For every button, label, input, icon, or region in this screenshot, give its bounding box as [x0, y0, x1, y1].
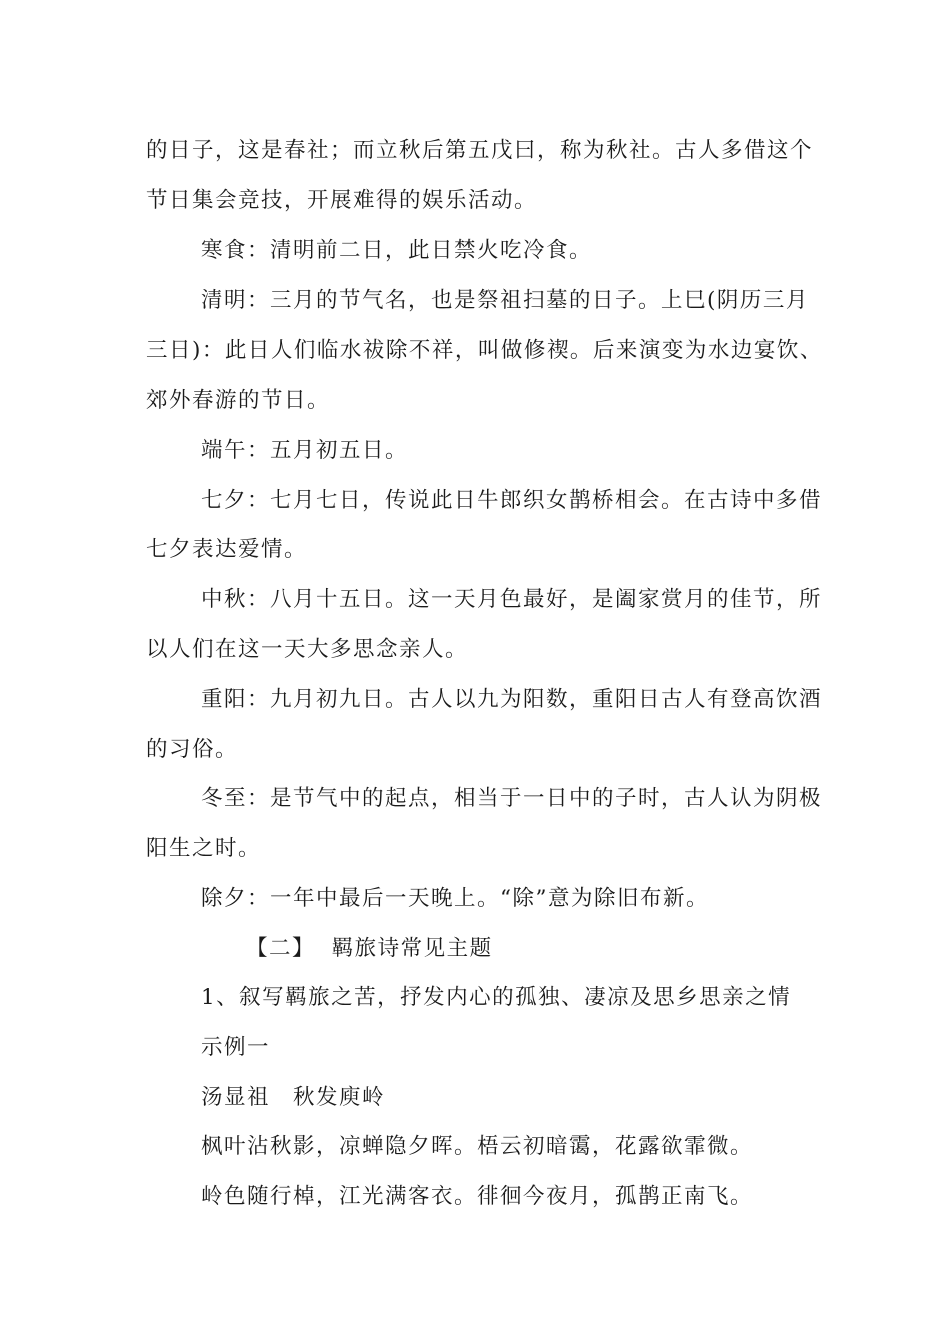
- text-line: 七夕表达爱情。: [146, 537, 308, 562]
- text-line: 郊外春游的节日。: [146, 388, 331, 413]
- text-line: 三日)：此日人们临水祓除不祥，叫做修禊。后来演变为水边宴饮、: [146, 338, 823, 363]
- text-line: 阳生之时。: [146, 836, 262, 861]
- text-line: 的日子，这是春社；而立秋后第五戊曰，称为秋社。古人多借这个: [146, 138, 814, 163]
- text-line: 节日集会竞技，开展难得的娱乐活动。: [146, 188, 538, 213]
- text-line: 中秋：八月十五日。这一天月色最好，是阖家赏月的佳节，所: [201, 587, 823, 612]
- poem-line: 岭色随行棹，江光满客衣。徘徊今夜月，孤鹊正南飞。: [201, 1184, 754, 1209]
- text-line: 重阳：九月初九日。古人以九为阳数，重阳日古人有登高饮酒: [201, 687, 823, 712]
- poem-title: 汤显祖 秋发庾岭: [201, 1085, 386, 1110]
- text-line: 除夕：一年中最后一天晚上。“除”意为除旧布新。: [201, 886, 709, 911]
- text-line: 冬至：是节气中的起点，相当于一日中的子时，古人认为阴极: [201, 786, 823, 811]
- section-heading: 【二】 羁旅诗常见主题: [246, 936, 493, 961]
- text-line: 七夕：七月七日，传说此日牛郎织女鹊桥相会。在古诗中多借: [201, 488, 823, 513]
- text-line: 的习俗。: [146, 737, 239, 762]
- text-line: 1、叙写羁旅之苦，抒发内心的孤独、凄凉及思乡思亲之情: [201, 985, 792, 1010]
- text-line: 以人们在这一天大多思念亲人。: [146, 637, 469, 662]
- poem-line: 枫叶沾秋影，凉蝉隐夕晖。梧云初暗霭，花露欲霏微。: [201, 1134, 754, 1159]
- text-line: 示例一: [201, 1035, 271, 1060]
- text-line: 清明：三月的节气名，也是祭祖扫墓的日子。上巳(阴历三月: [201, 288, 809, 313]
- text-line: 端午：五月初五日。: [201, 438, 409, 463]
- text-line: 寒食：清明前二日，此日禁火吃冷食。: [201, 238, 593, 263]
